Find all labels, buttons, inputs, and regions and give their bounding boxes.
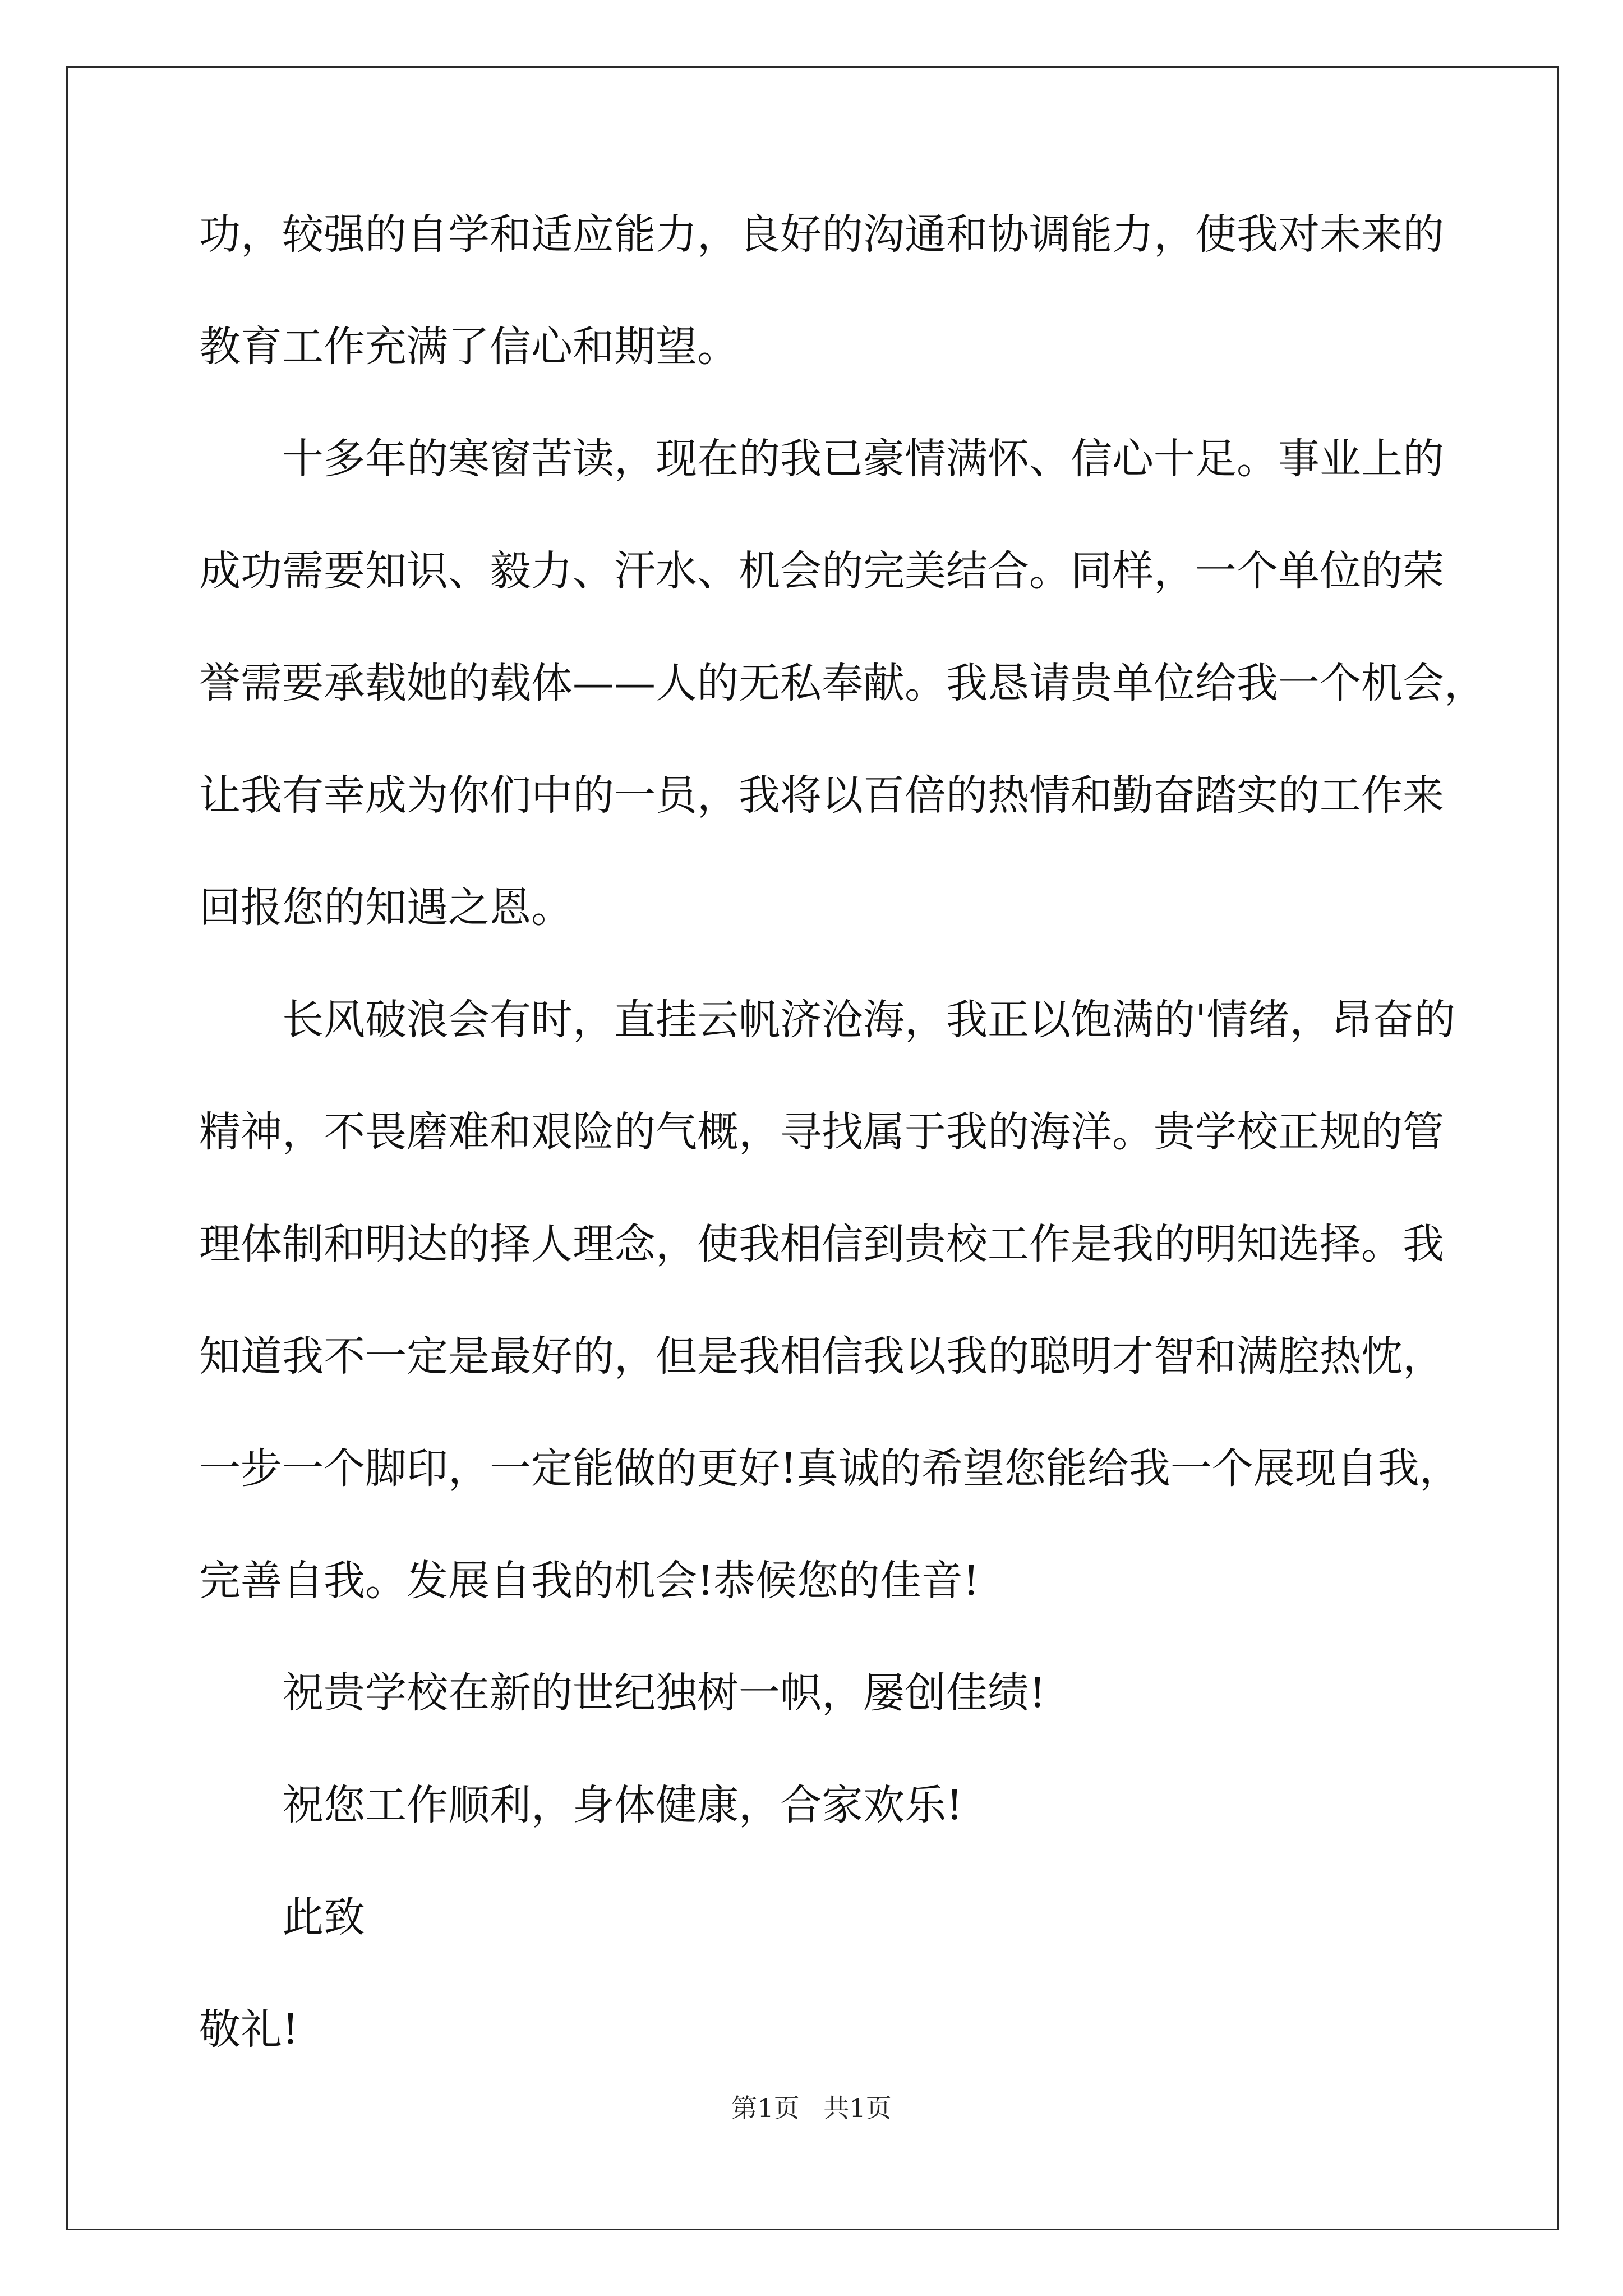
paragraph-start-line: 长风破浪会有时，直挂云帆济沧海，我正以饱满的'情绪，昂奋的 [282,996,1456,1044]
closing-wish-line: 祝您工作顺利，身体健康，合家欢乐! [282,1781,963,1829]
page-number-current: 第1页 [731,2093,800,2123]
text-line: 让我有幸成为你们中的一员，我将以百倍的热情和勤奋踏实的工作来 [199,771,1444,820]
text-line: 回报您的知遇之恩。 [199,884,573,932]
salutation-line: 敬礼! [199,2005,299,2054]
text-line: 一步一个脚印，一定能做的更好!真诚的希望您能给我一个展现自我， [199,1444,1461,1493]
page-number-total: 共1页 [823,2093,892,2123]
text-line: 理体制和明达的择人理念，使我相信到贵校工作是我的明知选择。我 [199,1220,1444,1268]
paragraph-start-line: 十多年的寒窗苦读，现在的我已豪情满怀、信心十足。事业上的 [282,435,1444,483]
text-line: 知道我不一定是最好的，但是我相信我以我的聪明才智和满腔热忱， [199,1332,1444,1381]
closing-wish-line: 祝贵学校在新的世纪独树一帜，屡创佳绩! [282,1669,1046,1717]
text-line: 功，较强的自学和适应能力，良好的沟通和协调能力，使我对未来的 [199,210,1444,259]
text-line: 教育工作充满了信心和期望。 [199,323,739,371]
salutation-line: 此致 [282,1893,365,1941]
page-footer [0,2091,1623,2125]
text-line: 完善自我。发展自我的机会!恭候您的佳音! [199,1557,980,1605]
text-line: 精神，不畏磨难和艰险的气概，寻找属于我的海洋。贵学校正规的管 [199,1108,1444,1156]
text-line: 誉需要承载她的载体——人的无私奉献。我恳请贵单位给我一个机会， [199,659,1486,707]
text-line: 成功需要知识、毅力、汗水、机会的完美结合。同样，一个单位的荣 [199,547,1444,595]
